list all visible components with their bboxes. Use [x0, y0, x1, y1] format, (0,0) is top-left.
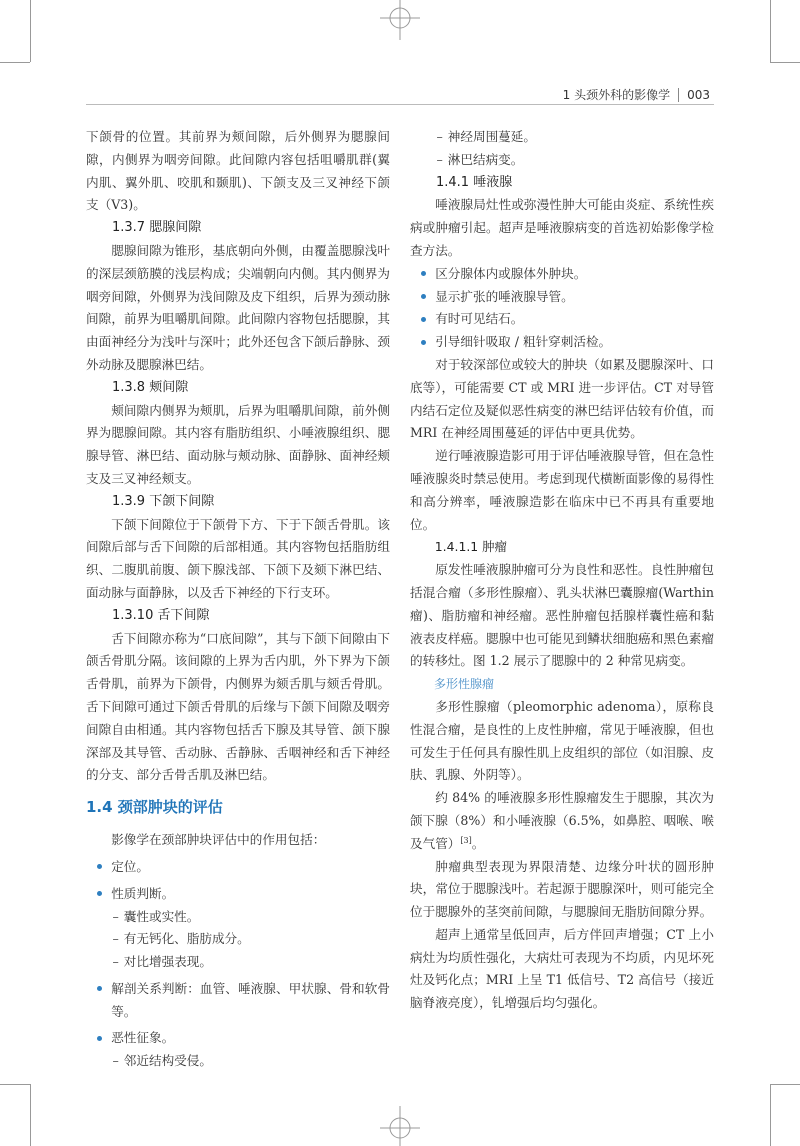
- page-number: 003: [687, 87, 710, 102]
- malignancy-sublist: [410, 126, 714, 172]
- list-subitem: – 囊性或实性。: [86, 906, 390, 929]
- crop-mark: [0, 1084, 30, 1085]
- list-item: 显示扩张的唾液腺导管。: [410, 286, 714, 309]
- crop-mark: [770, 62, 800, 63]
- section-heading-1-4-1: 1.4.1 唾液腺: [436, 174, 513, 190]
- section-heading-1-3-7: 1.3.7 腮腺间隙: [112, 220, 202, 236]
- crop-mark: [770, 0, 771, 62]
- list-item: 性质判断。: [86, 883, 390, 906]
- crop-mark: [0, 62, 30, 63]
- paragraph: 多形性腺瘤（pleomorphic adenoma），原称良性混合瘤，是良性的上皮性肿瘤，常见于唾液腺，但也可发生于任何具有腺性肌上皮组织的部位（如泪腺、皮肤、乳腺、外阴等）。: [410, 698, 714, 783]
- list-item: 有时可见结石。: [410, 308, 714, 331]
- section-heading-1-4-1-1: 1.4.1.1 肿瘤: [434, 539, 507, 555]
- registration-mark-bottom: [370, 1106, 430, 1146]
- paragraph: 原发性唾液腺肿瘤可分为良性和恶性。良性肿瘤包括混合瘤（多形性腺瘤）、乳头状淋巴囊腺瘤(Warthin 瘤)、脂肪瘤和神经瘤。恶性肿瘤包括腺样囊性癌和黏液表皮样癌。腮腺中也可能见到鳞状细胞癌和黑色素瘤的转移灶。图 1.2 展示了腮腺中的 2 种常见病变。: [410, 562, 714, 669]
- list-subitem: – 淋巴结病变。: [410, 149, 714, 172]
- registration-mark-top: [370, 0, 430, 40]
- paragraph: 影像学在颈部肿块评估中的作用包括：: [111, 832, 326, 848]
- section-heading-1-3-8: 1.3.8 颊间隙: [112, 379, 189, 395]
- list-item: 恶性征象。: [86, 1027, 390, 1050]
- citation-ref[interactable]: [3]: [460, 835, 472, 845]
- chapter-label: 1 头颈外科的影像学: [562, 88, 671, 102]
- section-heading-1-4: 1.4 颈部肿块的评估: [86, 798, 223, 817]
- right-column: [410, 126, 714, 1015]
- subheading-pleomorphic-adenoma: 多形性腺瘤: [434, 677, 495, 692]
- left-column: [86, 126, 390, 1073]
- list-subitem: – 对比增强表现。: [86, 951, 390, 974]
- crop-mark: [30, 1084, 31, 1146]
- paragraph: 对于较深部位或较大的肿块（如累及腮腺深叶、口底等），可能需要 CT 或 MRI 进一步评估。CT 对导管内结石定位及疑似恶性病变的淋巴结评估较有价值，而 MRI 在神经周围蔓延的评估中更具优势。: [410, 356, 714, 441]
- list-item: 解剖关系判断：血管、唾液腺、甲状腺、骨和软骨等。: [86, 978, 390, 1024]
- header-separator: [678, 88, 679, 102]
- paragraph-text: 。: [471, 835, 485, 851]
- mass-evaluation-list: [86, 856, 390, 1073]
- list-item: 区分腺体内或腺体外肿块。: [410, 263, 714, 286]
- list-subitem: – 邻近结构受侵。: [86, 1050, 390, 1073]
- paragraph: 下颌骨的位置。其前界为颊间隙，后外侧界为腮腺间隙，内侧界为咽旁间隙。此间隙内容包括咀嚼肌群(翼内肌、翼外肌、咬肌和颞肌)、下颌支及三叉神经下颌支（V3)。: [86, 129, 390, 213]
- paragraph: [410, 787, 714, 855]
- running-header: [563, 86, 710, 103]
- crop-mark: [770, 1084, 771, 1146]
- section-heading-1-3-9: 1.3.9 下颌下间隙: [112, 493, 215, 509]
- paragraph: 下颌下间隙位于下颌骨下方、下于下颌舌骨肌。该间隙后部与舌下间隙的后部相通。其内容物包括脂肪组织、二腹肌前腹、颌下腺浅部、下颌下及颏下淋巴结、面动脉与面静脉，以及舌下神经的下行支环。: [86, 516, 390, 600]
- paragraph: 超声上通常呈低回声，后方伴回声增强；CT 上小病灶为均质性强化，大病灶可表现为不均质，内见坏死灶及钙化点；MRI 上呈 T1 低信号、T2 高信号（接近脑脊液亮度），钆增强后均匀强化。: [410, 926, 714, 1011]
- crop-mark: [30, 0, 31, 62]
- header-rule: [86, 104, 714, 105]
- paragraph: 舌下间隙亦称为“口底间隙”，其与下颌下间隙由下颌舌骨肌分隔。该间隙的上界为舌内肌，外下界为下颌舌骨肌，前界为下颌骨，内侧界为颏舌肌与颏舌骨肌。舌下间隙可通过下颌舌骨肌的后缘与下颌下间隙及咽旁间隙自由相通。其内容物包括舌下腺及其导管、颌下腺深部及其导管、舌动脉、舌静脉、舌咽神经和舌下神经的分支、部分舌骨舌肌及淋巴结。: [86, 630, 390, 783]
- list-subitem: – 有无钙化、脂肪成分。: [86, 928, 390, 951]
- paragraph: 肿瘤典型表现为界限清楚、边缘分叶状的圆形肿块，常位于腮腺浅叶。若起源于腮腺深叶，则可能完全位于腮腺外的茎突前间隙，与腮腺间无脂肪间隙分界。: [410, 858, 714, 920]
- list-subitem: – 神经周围蔓延。: [410, 126, 714, 149]
- paragraph: 颊间隙内侧界为颊肌，后界为咀嚼肌间隙，前外侧界为腮腺间隙。其内容有脂肪组织、小唾液腺组织、腮腺导管、淋巴结、面动脉与颊动脉、面静脉、面神经颊支及三叉神经颊支。: [86, 402, 390, 486]
- list-item: 引导细针吸取 / 粗针穿刺活检。: [410, 331, 714, 354]
- paragraph: 逆行唾液腺造影可用于评估唾液腺导管，但在急性唾液腺炎时禁忌使用。考虑到现代横断面影像的易得性和高分辨率，唾液腺造影在临床中已不再具有重要地位。: [410, 448, 714, 532]
- list-item: 定位。: [86, 856, 390, 879]
- section-heading-1-3-10: 1.3.10 舌下间隙: [112, 607, 210, 623]
- paragraph: 唾液腺局灶性或弥漫性肿大可能由炎症、系统性疾病或肿瘤引起。超声是唾液腺病变的首选初始影像学检查方法。: [410, 197, 714, 258]
- crop-mark: [770, 1084, 800, 1085]
- ultrasound-list: [410, 263, 714, 354]
- paragraph-text: 约 84% 的唾液腺多形性腺瘤发生于腮腺，其次为颌下腺（8%）和小唾液腺（6.5%，如鼻腔、咽喉、喉及气管）: [410, 790, 714, 851]
- paragraph: 腮腺间隙为锥形，基底朝向外侧，由覆盖腮腺浅叶的深层颈筋膜的浅层构成；尖端朝向内侧。其内侧界为咽旁间隙，外侧界为浅间隙及皮下组织，后界为颈动脉间隙，前界为咀嚼肌间隙。此间隙内容物包括腮腺，其由面神经分为浅叶与深叶；此外还包含下颌后静脉、颈外动脉及腮腺淋巴结。: [86, 242, 390, 372]
